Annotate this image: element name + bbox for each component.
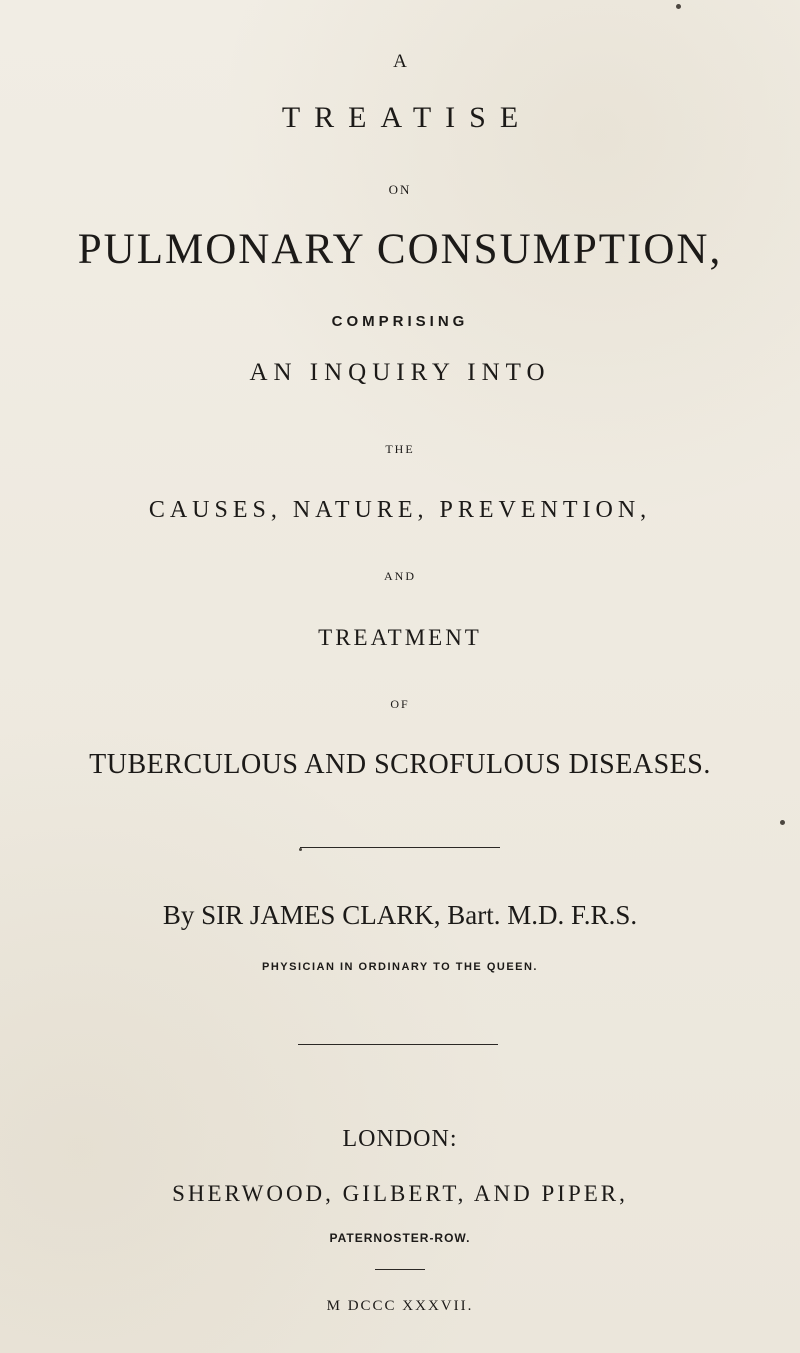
comprising-text: COMPRISING <box>331 313 469 330</box>
the-text: THE <box>385 442 415 456</box>
diseases-line: TUBERCULOUS AND SCROFULOUS DISEASES. <box>89 749 711 780</box>
city-line: LONDON: <box>342 1126 458 1152</box>
publishers-line: SHERWOOD, GILBERT, AND PIPER, <box>172 1181 628 1206</box>
treatise-heading: TREATISE <box>281 101 533 134</box>
page-speck <box>780 820 785 825</box>
section-divider <box>300 847 500 848</box>
date-line: M DCCC XXXVII. <box>326 1298 474 1314</box>
and-text: AND <box>384 569 416 583</box>
article-text: A <box>393 51 407 72</box>
inquiry-line: AN INQUIRY INTO <box>249 359 551 386</box>
on-text: ON <box>388 182 412 197</box>
section-divider <box>298 1044 498 1045</box>
page-speck <box>299 848 302 851</box>
street-line: PATERNOSTER-ROW. <box>329 1231 471 1245</box>
author-line: By SIR JAMES CLARK, Bart. M.D. F.R.S. <box>162 900 638 930</box>
author-title: PHYSICIAN IN ORDINARY TO THE QUEEN. <box>262 961 538 973</box>
page-speck <box>676 4 681 9</box>
date-divider <box>375 1269 425 1270</box>
of-text: OF <box>390 697 410 711</box>
causes-line: CAUSES, NATURE, PREVENTION, <box>148 497 652 523</box>
treatment-line: TREATMENT <box>318 625 482 650</box>
subject-title: PULMONARY CONSUMPTION, <box>77 226 723 273</box>
